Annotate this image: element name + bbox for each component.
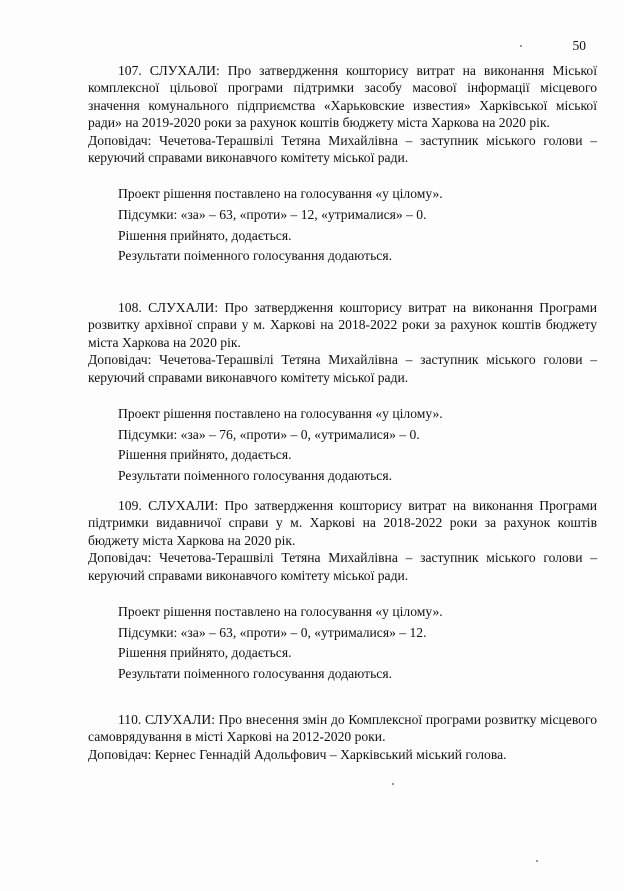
agenda-item-109 (88, 497, 597, 684)
vote-text: Проект рішення поставлено на голосування «у цілому». (118, 604, 443, 620)
item-heading: 109. СЛУХАЛИ: Про затвердження кошторису витрат на виконання Програми підтримки видавничої справи у м. Харкові на 2018-2022 роки за рахунок коштів бюджету міста Харкова на 2020 рік. (88, 498, 597, 548)
scan-speck (536, 860, 538, 862)
decision: Рішення прийнято, додається. (118, 227, 292, 243)
vote-results: Результати поіменного голосування додаються. (118, 248, 392, 264)
item-speaker: Доповідач: Кернес Геннадій Адольфович – Харківський міський голова. (88, 746, 507, 762)
vote-results: Результати поіменного голосування додаються. (118, 467, 392, 483)
vote-totals: Підсумки: «за» – 63, «проти» – 0, «утрималися» – 12. (118, 624, 427, 640)
page-number: 50 (572, 38, 586, 53)
item-heading: 107. СЛУХАЛИ: Про затвердження кошторису витрат на виконання Міської комплексної цільової програми підтримки засобу масової інформації місцевого значення комунального підприємства «Харьковские известия» Харківської міської ради» на 2019-2020 роки за рахунок коштів бюджету міста Харкова на 2020 рік. (88, 63, 597, 131)
decision: Рішення прийнято, додається. (118, 645, 292, 661)
item-speaker: Доповідач: Чечетова-Терашвілі Тетяна Михайлівна – заступник міського голови – керуючий справами виконавчого комітету міської ради. (88, 550, 597, 583)
vote-text: Проект рішення поставлено на голосування «у цілому». (118, 406, 443, 422)
item-heading: 110. СЛУХАЛИ: Про внесення змін до Комплексної програми розвитку місцевого самоврядування в місті Харкові на 2012-2020 роки. (88, 712, 597, 745)
scan-speck (520, 45, 522, 47)
decision: Рішення прийнято, додається. (118, 447, 292, 463)
agenda-item-110 (88, 711, 597, 763)
vote-totals: Підсумки: «за» – 76, «проти» – 0, «утрималися» – 0. (118, 426, 420, 442)
item-speaker: Доповідач: Чечетова-Терашвілі Тетяна Михайлівна – заступник міського голови – керуючий справами виконавчого комітету міської ради. (88, 352, 597, 385)
scan-speck (392, 783, 394, 785)
vote-text: Проект рішення поставлено на голосування «у цілому». (118, 186, 443, 202)
item-speaker: Доповідач: Чечетова-Терашвілі Тетяна Михайлівна – заступник міського голови – керуючий справами виконавчого комітету міської ради. (88, 132, 597, 166)
vote-results: Результати поіменного голосування додаються. (118, 665, 392, 681)
agenda-item-107 (88, 62, 597, 267)
item-heading: 108. СЛУХАЛИ: Про затвердження кошторису витрат на виконання Програми розвитку архівної справи у м. Харкові на 2018-2022 роки за рахунок коштів бюджету міста Харкова на 2020 рік. (88, 300, 597, 350)
vote-totals: Підсумки: «за» – 63, «проти» – 12, «утрималися» – 0. (118, 207, 427, 223)
agenda-item-108 (88, 299, 597, 486)
